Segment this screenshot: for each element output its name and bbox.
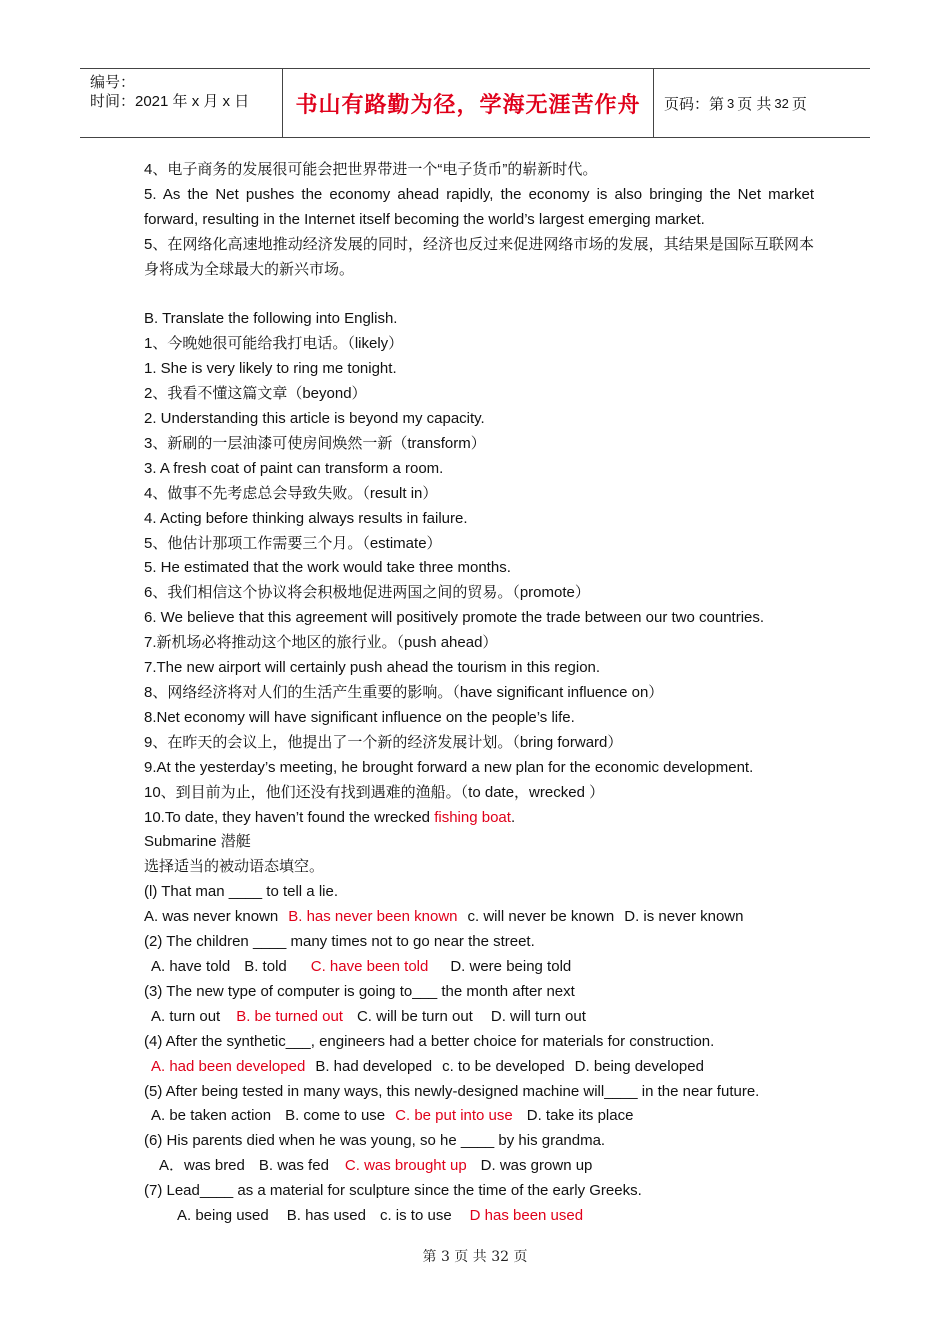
text-line [144,806,814,831]
correct-option: B. be turned out [236,1007,343,1025]
option: D. is never known [624,908,744,926]
option: B. had developed [315,1057,433,1075]
text-line: 6. We believe that this agreement will positively promote the trade between our two countries. [144,609,765,627]
correct-option: C. was brought up [344,1157,467,1175]
option: D. were being told [450,957,572,975]
page-header [80,68,870,138]
text-line: 3、新刷的一层油漆可使房间焕然一新（transform） [144,434,486,452]
text-line: 7.The new airport will certainly push ahead the tourism in this region. [144,659,601,677]
text-line: 4. Acting before thinking always results in failure. [144,509,468,527]
number-label: 编号： [90,74,136,91]
question-options [144,955,814,980]
correct-option: D has been used [469,1207,584,1225]
option: c. to be developed [442,1057,565,1075]
option: A. have told [151,957,231,975]
header-meta [80,69,282,137]
question-stem: (2) The children ____ many times not to go near the street. [144,933,535,951]
text-line: 2. Understanding this article is beyond my capacity. [144,410,485,428]
section-heading: B. Translate the following into English. [144,310,398,328]
question-options [144,1055,814,1080]
option: D. was grown up [480,1157,593,1175]
header-page-info [654,69,870,137]
option: A．was bred [159,1157,245,1175]
text-line: 5. He estimated that the work would take three months. [144,559,511,577]
question-options [144,1154,814,1179]
question-stem: (4) After the synthetic___, engineers had a better choice for materials for construction. [144,1032,715,1050]
page-prefix: 页码：第 [664,95,725,113]
question-stem: (5) After being tested in many ways, this newly-designed machine will____ in the near future. [144,1082,760,1100]
document-body [144,158,814,1229]
text-line: 6、我们相信这个协议将会积极地促进两国之间的贸易。（promote） [144,584,590,602]
option: D. will turn out [490,1007,586,1025]
option: c. is to use [379,1207,452,1225]
option: B. was fed [258,1157,329,1175]
page-mid: 页 共 [737,95,772,113]
option: D. being developed [574,1057,704,1075]
text-segment: . [510,808,516,826]
text-line: 3. A fresh coat of paint can transform a room. [144,459,444,477]
option: A. turn out [151,1007,221,1025]
question-options [144,905,814,930]
option: B. come to use [285,1107,386,1125]
text-paragraph: 5. As the Net pushes the economy ahead rapidly, the economy is also bringing the Net market forward, resulting in the Internet itself becoming the world’s largest emerging market. [144,185,814,228]
page-suffix: 页 [791,95,807,113]
text-line: 1. She is very likely to ring me tonight. [144,360,397,378]
text-line: 7.新机场必将推动这个地区的旅行业。（push ahead） [144,634,498,652]
text-line: 5、他估计那项工作需要三个月。（estimate） [144,534,442,552]
question-options [144,1204,814,1229]
option: D. take its place [526,1107,634,1125]
question-stem: (3) The new type of computer is going to___ the month after next [144,982,575,1000]
page-number: 3 [727,95,735,111]
page-total: 32 [774,95,789,111]
text-line: 9.At the yesterday’s meeting, he brought forward a new plan for the economic development. [144,758,754,776]
text-line: 1、今晚她很可能给我打电话。（likely） [144,335,404,353]
option: B. told [244,957,287,975]
option: B. has used [286,1207,366,1225]
option: A. was never known [144,908,279,926]
page-footer: 第 3 页 共 32 页 [422,1249,528,1265]
question-options [144,1005,814,1030]
option: C. will be turn out [356,1007,473,1025]
text-line: 4、电子商务的发展很可能会把世界带进一个“电子货币”的崭新时代。 [144,161,598,178]
option: c. will never be known [467,908,615,926]
question-stem: (l) That man ____ to tell a lie. [144,883,338,901]
text-paragraph: 5、在网络化高速地推动经济发展的同时，经济也反过来促进网络市场的发展，其结果是国际互联网本身将成为全球最大的新兴市场。 [144,235,814,278]
text-line: 10、到目前为止，他们还没有找到遇难的渔船。（to date，wrecked ） [144,783,605,801]
text-line: 9、在昨天的会议上，他提出了一个新的经济发展计划。（bring forward） [144,733,623,751]
correct-option: C. be put into use [395,1107,513,1125]
text-line: Submarine 潜艇 [144,833,251,851]
text-segment: 10.To date, they haven’t found the wrecked [144,808,435,826]
date-label: 时间：2021 年 x 月 x 日 [90,93,250,110]
option: A. be taken action [151,1107,272,1125]
text-line: 8.Net economy will have significant influence on the people’s life. [144,708,575,726]
correct-option: A. had been developed [151,1057,306,1075]
correct-option: C. have been told [310,957,429,975]
correct-option: B. has never been known [288,908,458,926]
question-stem: (7) Lead____ as a material for sculpture since the time of the early Greeks. [144,1182,642,1200]
blank-line [144,283,814,308]
text-line: 2、我看不懂这篇文章（beyond） [144,385,367,403]
header-motto: 书山有路勤为径，学海无涯苦作舟 [282,69,654,137]
highlighted-text: fishing boat [434,808,511,826]
option: A. being used [177,1207,269,1225]
question-options [144,1104,814,1129]
exercise-instruction: 选择适当的被动语态填空。 [144,858,325,876]
text-line: 8、网络经济将对人们的生活产生重要的影响。（have significant influence on） [144,684,664,702]
question-stem: (6) His parents died when he was young, so he ____ by his grandma. [144,1132,606,1150]
text-line: 4、做事不先考虑总会导致失败。（result in） [144,484,438,502]
